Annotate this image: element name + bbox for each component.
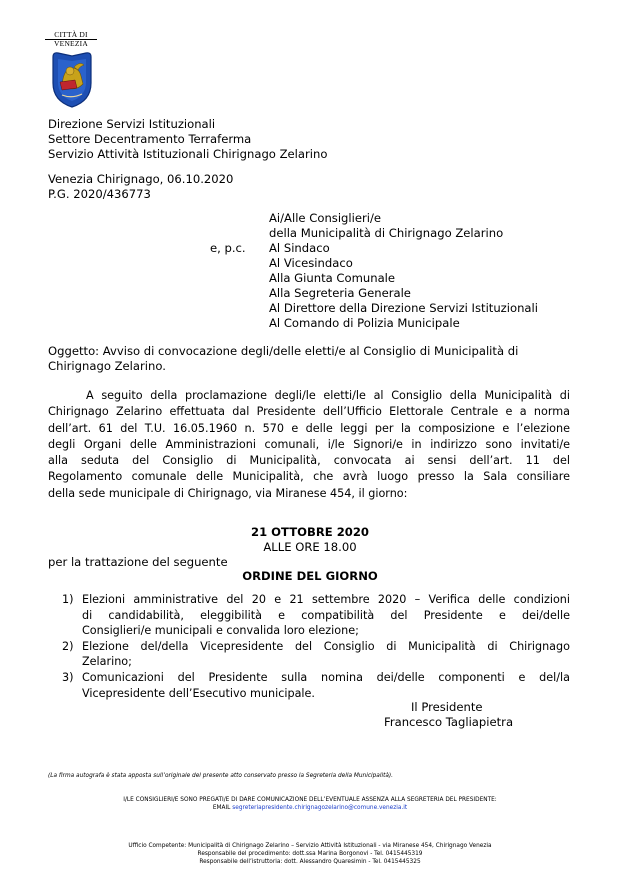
- absence-notice: I/LE CONSIGLIERI/E SONO PREGATI/E DI DARE COMUNICAZIONE DELL’EVENTUALE ASSENZA ALLA SEGRETERIA DEL PRESIDENTE:: [123, 797, 497, 803]
- header-service: Servizio Attività Istituzionali Chirignago Zelarino: [48, 147, 328, 161]
- body-paragraph: [48, 388, 570, 502]
- agenda-text: Elezione del/della Vicepresidente del Consiglio di Municipalità di Chirignago: [82, 639, 570, 653]
- city-crest-icon: [50, 49, 94, 109]
- instructor-manager: Responsabile dell’istruttoria: dott. Alessandro Quaresimin - Tel. 0415445325: [199, 859, 421, 865]
- email-link[interactable]: segreteriapresidente.chirignagozelarino@comune.venezia.it: [232, 805, 408, 811]
- body-line: A seguito della proclamazione degli/le eletti/le al Consiglio della Municipalità di: [86, 389, 570, 402]
- body-line: della sede municipale di Chirignago, via Miranese 454, il giorno:: [48, 486, 408, 500]
- header-sector: Settore Decentramento Terraferma: [48, 132, 252, 146]
- cc-recipient: Alla Giunta Comunale: [269, 271, 396, 285]
- agenda-list: [62, 592, 570, 701]
- agenda-text: Elezioni amministrative del 20 e 21 settembre 2020 – Verifica delle condizioni: [82, 593, 570, 606]
- agenda-text: di candidabilità, eleggibilità e compatibilità del Presidente e dei/delle: [82, 608, 570, 622]
- body-line: Regolamento comunale delle Municipalità, che avrà luogo presso la Sala consiliare: [48, 470, 570, 484]
- city-line-2: VENEZIA: [45, 39, 97, 48]
- agenda-item: [62, 670, 570, 701]
- body-line: alla seduta del Consiglio di Municipalità, convocata ai sensi dell’art. 11 del: [48, 454, 570, 468]
- email-line: [0, 805, 620, 813]
- body-line: degli Organi delle Amministrazioni comunali, i/le Signori/e in indirizzo sono invitati/e: [48, 437, 570, 451]
- meeting-date: 21 OTTOBRE 2020: [251, 525, 369, 539]
- cc-recipient: Al Vicesindaco: [269, 256, 353, 270]
- cc-recipient: Al Sindaco: [269, 241, 330, 255]
- agenda-number: 2): [62, 639, 74, 653]
- subject-line-2: Chirignago Zelarino.: [48, 359, 166, 373]
- cc-recipient: Alla Segreteria Generale: [269, 286, 411, 300]
- procedure-manager: Responsabile del procedimento: dott.ssa Marina Borgonovi - Tel. 0415445319: [197, 851, 423, 857]
- cc-recipient: Al Comando di Polizia Municipale: [269, 316, 460, 330]
- cc-recipient: Al Direttore della Direzione Servizi Istituzionali: [269, 301, 538, 315]
- header-department: Direzione Servizi Istituzionali: [48, 117, 216, 131]
- autograph-note: (La firma autografa è stata apposta sull’originale del presente atto conservato presso la Segreteria della Municipalità).: [48, 773, 394, 779]
- meeting-time: ALLE ORE 18.00: [263, 540, 357, 554]
- subject-line-1: Oggetto: Avviso di convocazione degli/delle eletti/e al Consiglio di Municipalità di: [48, 344, 519, 358]
- agenda-number: 1): [62, 593, 74, 606]
- agenda-intro: per la trattazione del seguente: [48, 555, 228, 569]
- body-line: dell’art. 61 del T.U. 16.05.1960 n. 570 e delle leggi per la composizione e l’elezione: [48, 421, 570, 435]
- agenda-text: Vicepresidente dell’Esecutivo municipale.: [82, 686, 315, 700]
- agenda-title: ORDINE DEL GIORNO: [242, 569, 378, 583]
- agenda-number: 3): [62, 670, 74, 684]
- protocol-number: P.G. 2020/436773: [48, 187, 151, 201]
- agenda-item: [62, 592, 570, 639]
- recipient-line: della Municipalità di Chirignago Zelarino: [269, 226, 504, 240]
- city-logo-text: [45, 31, 97, 48]
- body-line: Chirignago Zelarino effettuata dal Presidente dell’Ufficio Elettorale Centrale e a norma: [48, 405, 570, 419]
- agenda-text: Comunicazioni del Presidente sulla nomina dei/delle componenti e del/la: [82, 670, 570, 684]
- email-label: EMAIL: [212, 805, 231, 811]
- signature-name: Francesco Tagliapietra: [384, 715, 514, 729]
- agenda-text: Consiglieri/e municipali e convalida loro elezione;: [82, 624, 359, 638]
- cc-label: e, p.c.: [210, 241, 246, 255]
- place-date: Venezia Chirignago, 06.10.2020: [48, 172, 234, 186]
- recipient-line: Ai/Alle Consiglieri/e: [269, 211, 382, 225]
- agenda-item: [62, 639, 570, 670]
- agenda-text: Zelarino;: [82, 655, 132, 669]
- city-line-1: CITTÀ DI: [54, 30, 88, 39]
- office-line: Ufficio Competente: Municipalità di Chirignago Zelarino – Servizio Attività Istituzionali - via Miranese 454, Chirignago Venezia: [128, 843, 492, 849]
- signature-role: Il Presidente: [411, 700, 483, 714]
